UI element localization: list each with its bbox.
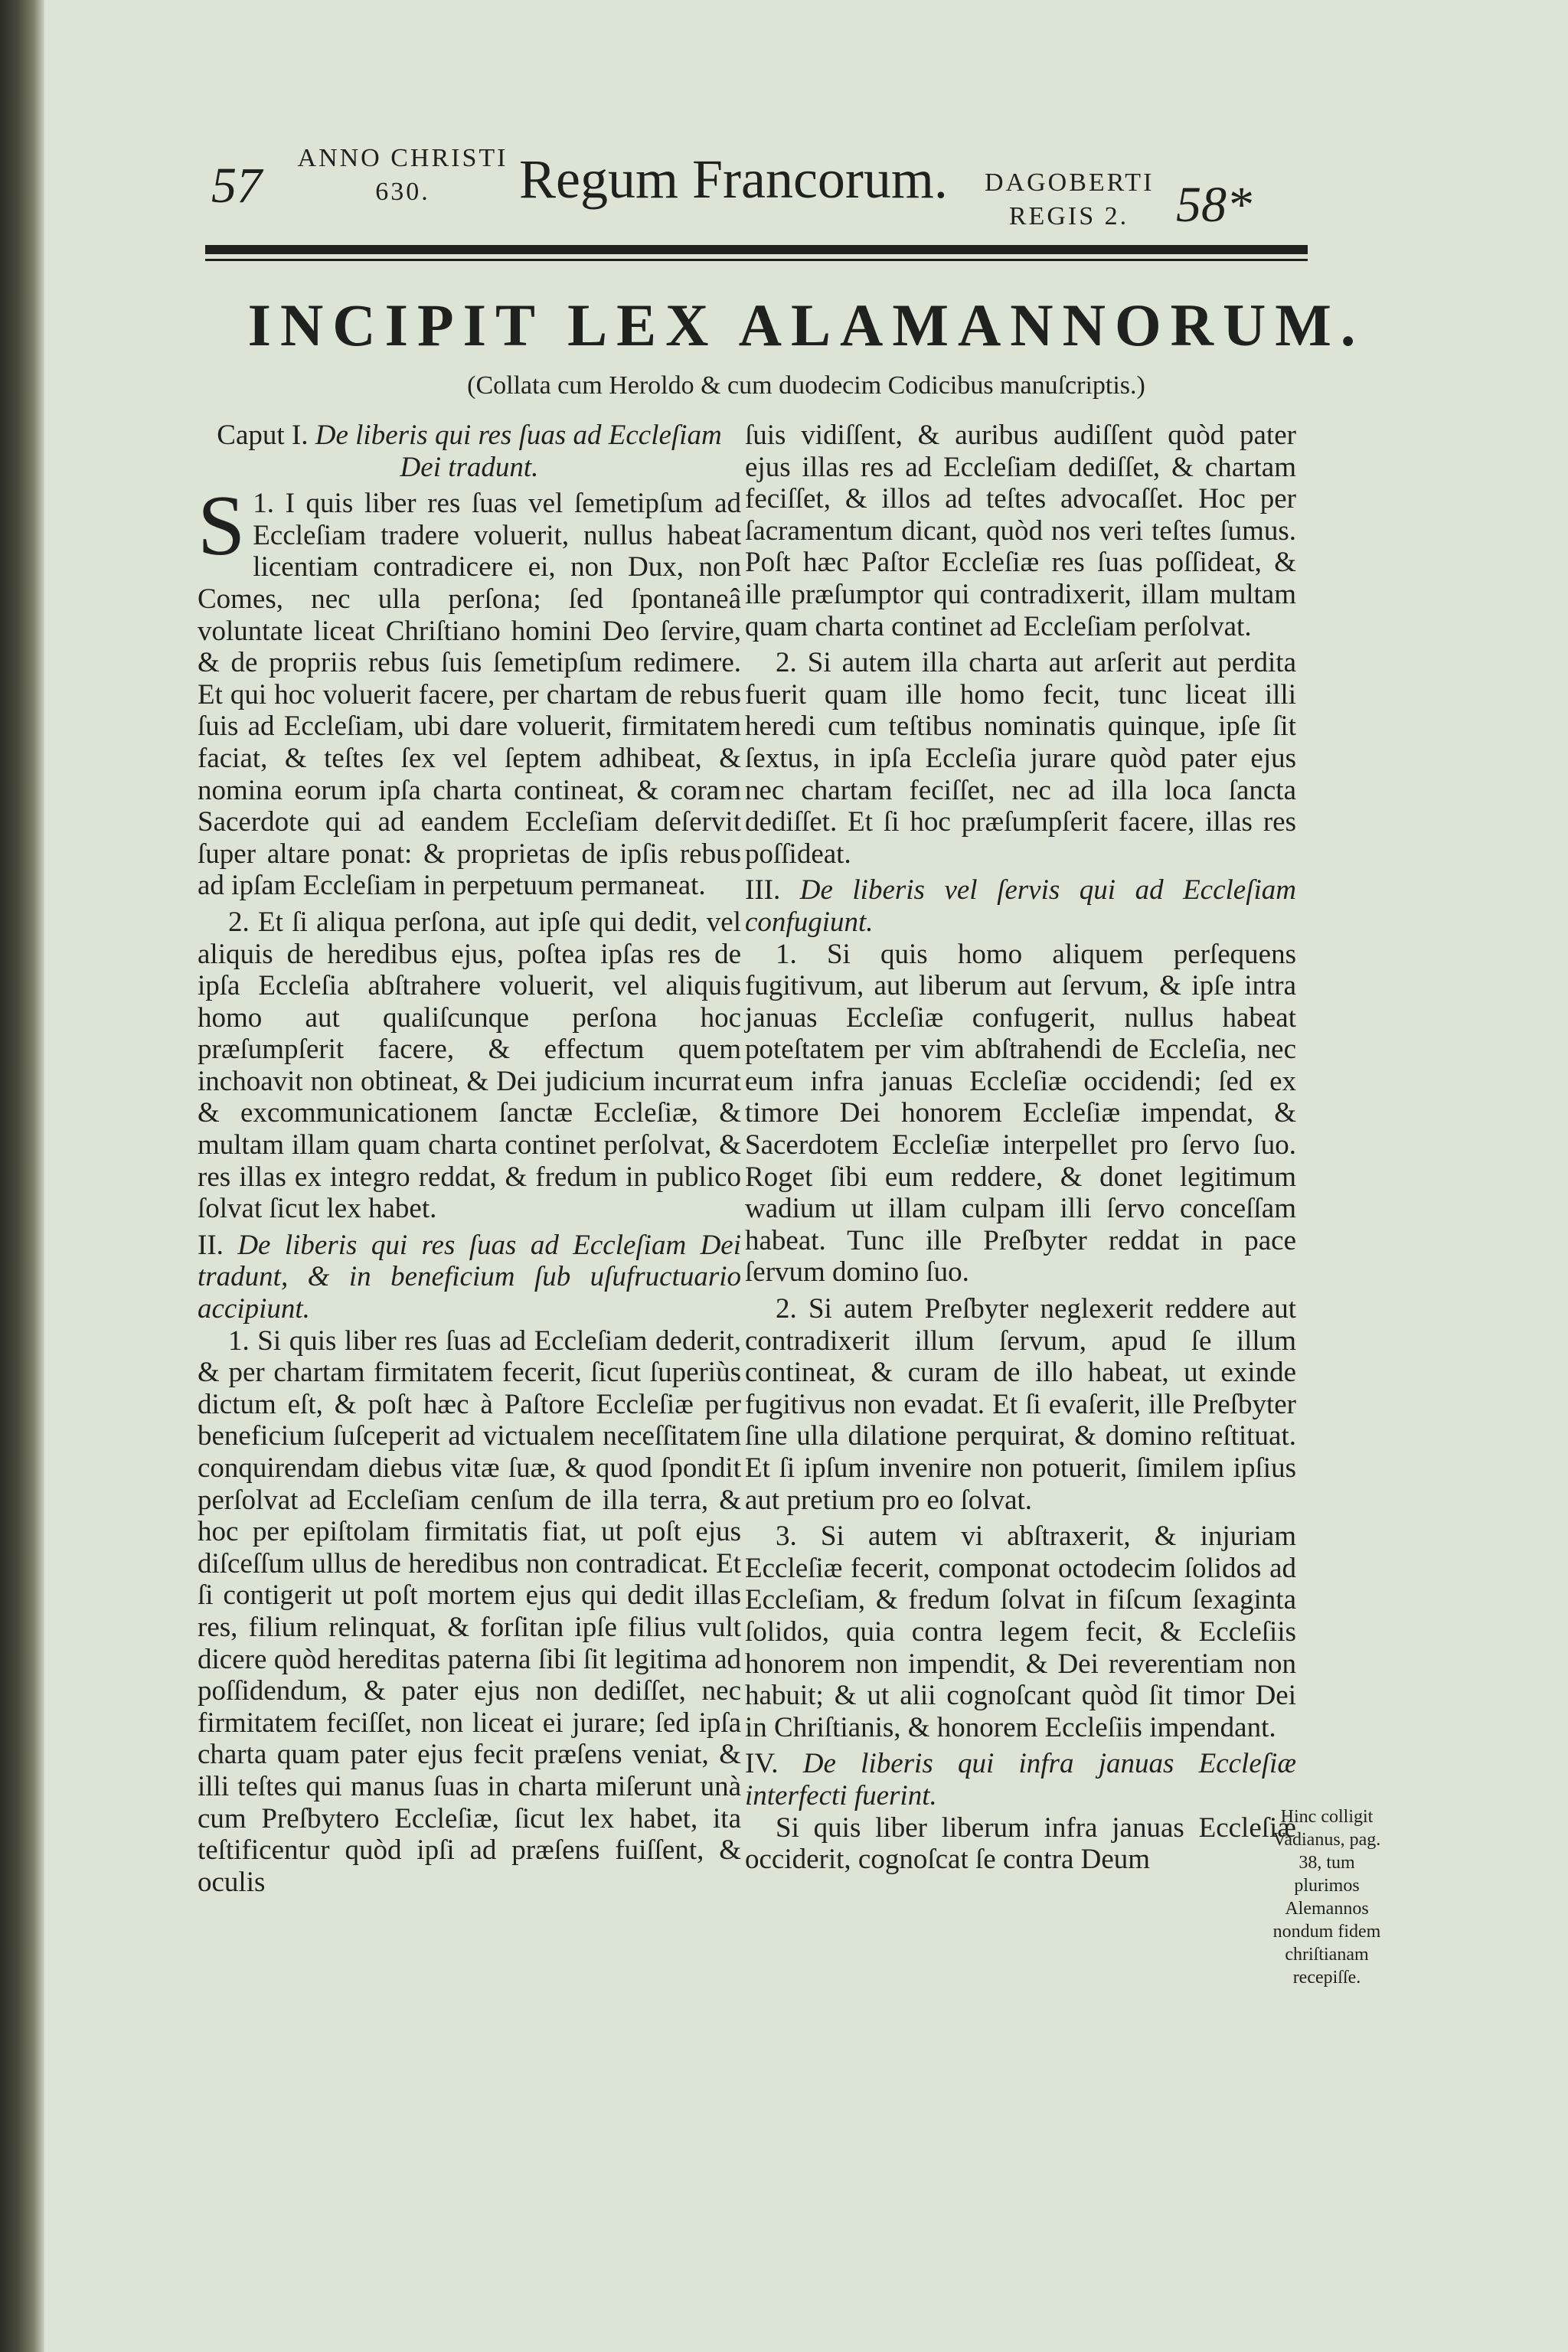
main-title: INCIPIT LEX ALAMANNORUM. [247, 292, 1365, 358]
header-rule-thin [205, 259, 1308, 261]
paragraph-6: 1. Si quis homo aliquem perſequens fugitivum, aut liberum aut ſervum, & ipſe intra januas Eccleſiæ confugerit, nullus habeat poteſtatem per vim abſtrahendi de Eccleſia, nec eum infra januas Eccleſiæ occidendi; ſed ex timore Dei honorem Eccleſiæ impendat, & Sacerdotem Eccleſiæ interpellet pro ſervo ſuo. Roget ſibi eum reddere, & donet legitimum wadium ut illam culpam illi ſervo conceſſam habeat. Tunc ille Preſbyter reddat in pace ſervum domino ſuo. [745, 938, 1296, 1289]
chapter-2-heading [198, 1230, 741, 1325]
chapter-3-title: De liberis vel ſervis qui ad Eccleſiam confugiunt. [745, 874, 1296, 938]
paragraph-1 [198, 479, 741, 902]
chapter-2-label: II. [198, 1229, 224, 1261]
chapter-1-label: Caput I. [217, 420, 309, 451]
header-reign-label: DAGOBERTI REGIS 2. [985, 168, 1155, 230]
chapter-2-title: De liberis qui res ſuas ad Eccleſiam Dei tradunt, & in beneficium ſub uſufructuario accipiunt. [198, 1229, 742, 1325]
margin-note: Hinc colligit Vadianus, pag. 38, tum plurimos Alemannos nondum fidem chriſtianam recepiſſe. [1272, 1807, 1381, 1988]
chapter-1-title: De liberis qui res ſuas ad Eccleſiam Dei tradunt. [315, 420, 722, 483]
chapter-4-label: IV. [745, 1748, 779, 1780]
header-title: Regum Francorum. [519, 149, 948, 210]
paragraph-8: 3. Si autem vi abſtraxerit, & injuriam Eccleſiæ fecerit, componat octodecim ſolidos ad Eccleſiam, & fredum ſolvat in fiſcum ſexaginta ſolidos, quia contra legem fecit, & Eccleſiis honorem non impendit, & Dei reverentiam non habuit; & ut alii cognoſcant quòd ſit timor Dei in Chriſtianis, & honorem Eccleſiis impendant. [745, 1521, 1296, 1743]
book-page [44, 0, 1568, 2352]
subtitle: (Collata cum Heroldo & cum duodecim Codicibus manuſcriptis.) [467, 371, 1145, 400]
header-rule-thick [205, 245, 1308, 254]
paragraph-4: ſuis vidiſſent, & auribus audiſſent quòd pater ejus illas res ad Eccleſiam dediſſet, & chartam feciſſet, & illos ad teſtes advocaſſet. Hoc per ſacramentum dicant, quòd nos veri teſtes ſumus. Poſt hæc Paſtor Eccleſiæ res ſuas poſſideat, & ille præſumptor qui contradixerit, illam multam quam charta continet ad Eccleſiam perſolvat. [745, 420, 1296, 642]
left-column [198, 420, 741, 1903]
right-column [745, 420, 1296, 1880]
header-year-label: ANNO CHRISTI 630. [297, 144, 508, 206]
running-header [44, 134, 1568, 241]
chapter-1-heading [198, 420, 741, 483]
paragraph-1-number: 1. [253, 488, 275, 520]
page-number-left: 57 [211, 158, 262, 214]
chapter-4-heading [745, 1748, 1296, 1811]
drop-cap: S [198, 479, 246, 574]
book-gutter [0, 0, 44, 2352]
page-number-right: 58* [1176, 177, 1252, 233]
paragraph-2: 2. Et ſi aliqua perſona, aut ipſe qui dedit, vel aliquis de heredibus ejus, poſtea ipſas res de ipſa Eccleſia abſtrahere voluerit, vel aliquis homo aut qualiſcunque perſona hoc præſumpſerit facere, & effectum quem inchoavit non obtineat, & Dei judicium incurrat & excommunicationem ſanctæ Eccleſiæ, & multam illam quam charta continet perſolvat, & res illas ex integro reddat, & fredum in publico ſolvat ſicut lex habet. [198, 906, 741, 1225]
paragraph-5: 2. Si autem illa charta aut arſerit aut perdita fuerit quam ille homo fecit, tunc liceat illi heredi cum teſtibus nominatis quinque, ipſe ſit ſextus, in ipſa Eccleſia jurare quòd pater ejus nec chartam feciſſet, nec ad illa loca ſancta dediſſet. Et ſi hoc præſumpſerit facere, illas res poſſideat. [745, 647, 1296, 870]
paragraph-1-text: I quis liber res ſuas vel ſemetipſum ad Eccleſiam tradere voluerit, nullus habeat licentiam contradicere ei, non Dux, non Comes, nec ulla perſona; ſed ſpontaneâ voluntate liceat Chriſtiano homini Deo ſervire, & de propriis rebus ſuis ſemetipſum redimere. Et qui hoc voluerit facere, per chartam de rebus ſuis ad Eccleſiam, ubi dare voluerit, firmitatem faciat, & teſtes ſex vel ſeptem adhibeat, & nomina eorum ipſa charta contineat, & coram Sacerdote qui ad eandem Eccleſiam deſervit ſuper altare ponat: & proprietas de ipſis rebus ad ipſam Eccleſiam in perpetuum permaneat. [198, 488, 741, 902]
paragraph-3: 1. Si quis liber res ſuas ad Eccleſiam dederit, & per chartam firmitatem fecerit, ſicut ſuperiùs dictum eſt, & poſt hæc à Paſtore Eccleſiæ per beneficium ſuſceperit ad victualem neceſſitatem conquirendam diebus vitæ ſuæ, & quod ſpondit perſolvat ad Eccleſiam cenſum de illa terra, & hoc per epiſtolam firmitatis fiat, ut poſt ejus diſceſſum ullus de heredibus non contradicat. Et ſi contigerit ut poſt mortem ejus qui dedit illas res, filium relinquat, & forſitan ipſe filius vult dicere quòd hereditas paterna ſibi ſit legitima ad poſſidendum, & pater ejus non dediſſet, nec firmitatem feciſſet, non liceat ei jurare; ſed ipſa charta quam pater ejus fecit præſens veniat, & illi teſtes qui manus ſuas in charta miſerunt unà cum Preſbytero Eccleſiæ, ſicut lex habet, ita teſtificentur quòd ipſi ad præſens fuiſſent, & oculis [198, 1325, 741, 1898]
chapter-3-heading [745, 874, 1296, 938]
chapter-4-title: De liberis qui infra januas Eccleſiæ interfecti fuerint. [745, 1748, 1296, 1811]
paragraph-7: 2. Si autem Preſbyter neglexerit reddere aut contradixerit illum ſervum, apud ſe illum contineat, & curam de illo habeat, ut exinde fugitivus non evadat. Et ſi evaſerit, ille Preſbyter ſine ulla dilatione perquirat, & domino reſtituat. Et ſi ipſum invenire non potuerit, ſimilem ipſius aut pretium pro eo ſolvat. [745, 1293, 1296, 1516]
paragraph-9: Si quis liber liberum infra januas Eccleſiæ occiderit, cognoſcat ſe contra Deum [745, 1811, 1296, 1876]
chapter-3-label: III. [745, 874, 781, 906]
